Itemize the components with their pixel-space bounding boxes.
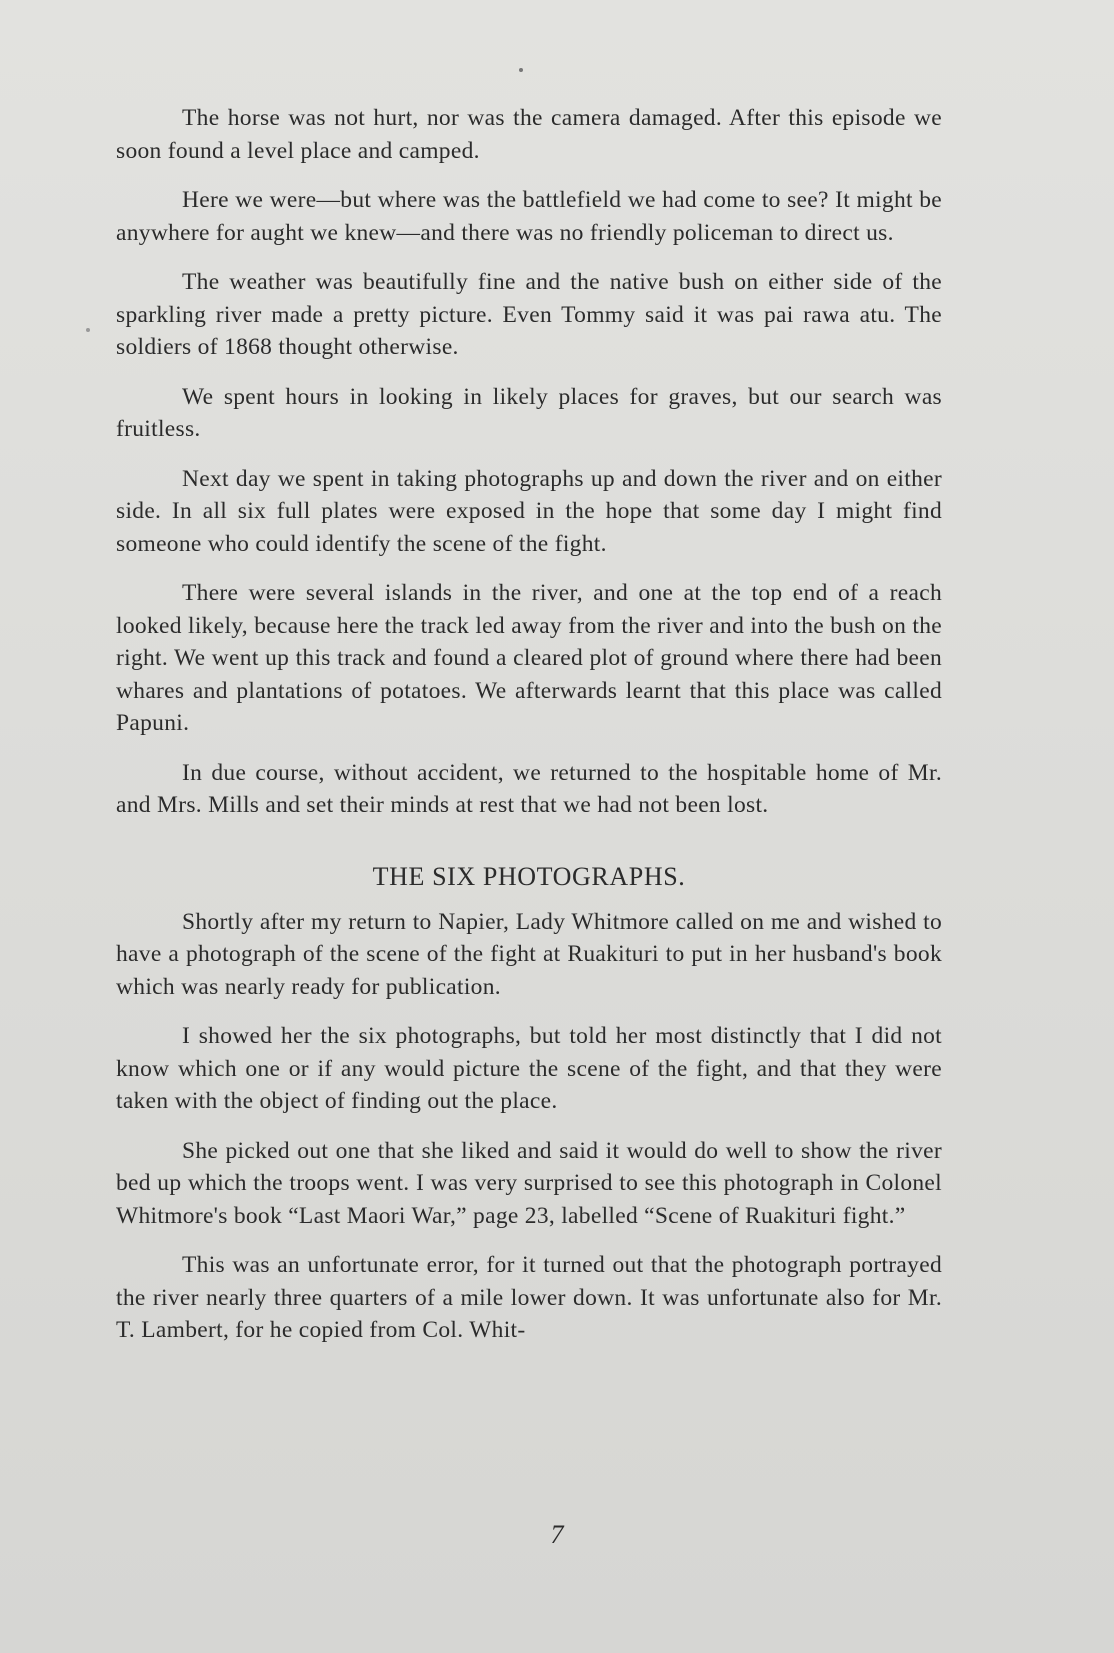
paragraph: The weather was beautifully fine and the native bush on either side of the sparkling river made a pretty picture. Even Tommy said it was pai rawa atu. The soldiers of 1868 thought otherwise. bbox=[116, 269, 942, 360]
section-heading: THE SIX PHOTOGRAPHS. bbox=[372, 861, 686, 891]
paragraph: We spent hours in looking in likely places for graves, but our search was fruitless. bbox=[116, 383, 942, 442]
paragraph: Next day we spent in taking photographs up and down the river and on either side. In all six full plates were exposed in the hope that some day I might find someone who could identify the scene of the fight. bbox=[116, 465, 942, 557]
body-text bbox=[116, 102, 942, 1364]
paragraph: In due course, without accident, we returned to the hospitable home of Mr. and Mrs. Mills and set their minds at rest that we had not been lost. bbox=[116, 759, 942, 818]
paragraph: There were several islands in the river, and one at the top end of a reach looked likely, because here the track led away from the river and into the bush on the right. We went up this track and found a cleared plot of ground where there had been whares and plantations of potatoes. We afterwards learnt that this place was called Papuni. bbox=[116, 580, 942, 736]
paragraph: I showed her the six photographs, but told her most distinctly that I did not know which one or if any would picture the scene of the fight, and that they were taken with the object of finding out the place. bbox=[116, 1023, 942, 1114]
paragraph: The horse was not hurt, nor was the camera damaged. After this episode we soon found a level place and camped. bbox=[116, 105, 942, 164]
ink-speck bbox=[86, 328, 90, 332]
paragraph: She picked out one that she liked and said it would do well to show the river bed up which the troops went. I was very surprised to see this photograph in Colonel Whitmore's book “Last Maori War,” page 23, labelled “Scene of Ruakituri fight.” bbox=[116, 1137, 942, 1229]
ink-speck bbox=[519, 68, 523, 72]
page-number: 7 bbox=[550, 1520, 564, 1549]
paragraph: Here we were—but where was the battlefield we had come to see? It might be anywhere for aught we knew—and there was no friendly policeman to direct us. bbox=[116, 187, 942, 246]
paragraph: This was an unfortunate error, for it turned out that the photograph portrayed the river nearly three quarters of a mile lower down. It was unfortunate also for Mr. T. Lambert, for he copied from Col. Whit- bbox=[116, 1252, 942, 1343]
paragraph: Shortly after my return to Napier, Lady Whitmore called on me and wished to have a photograph of the scene of the fight at Ruakituri to put in her husband's book which was nearly ready for publication. bbox=[116, 908, 942, 1000]
